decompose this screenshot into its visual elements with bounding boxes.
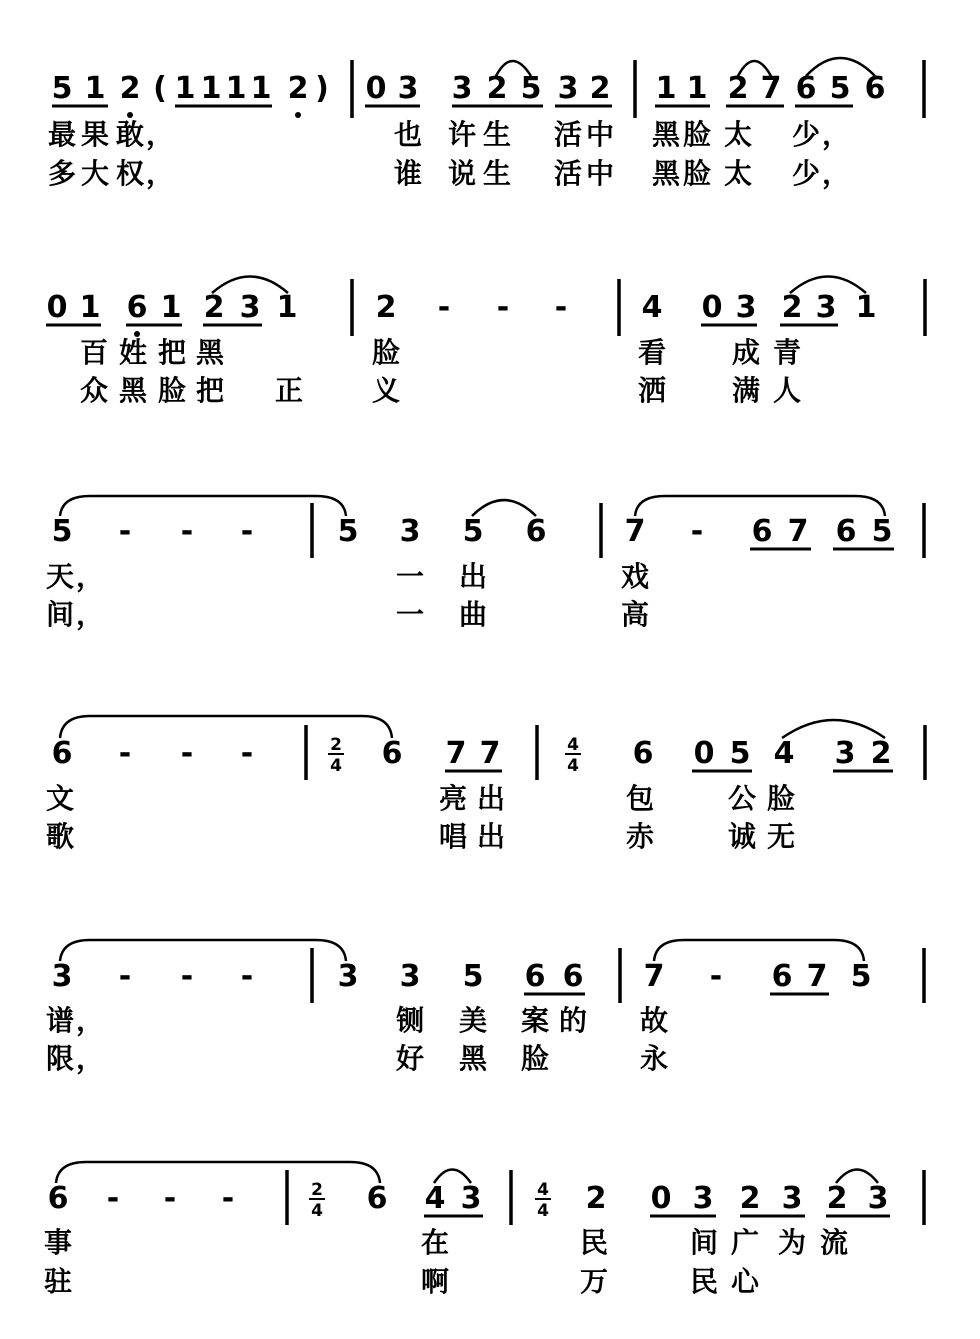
note: 0: [365, 71, 387, 106]
lyric: 限: [45, 1042, 75, 1075]
note: 1: [855, 290, 877, 325]
lyric: 说: [447, 157, 477, 190]
lyric: 百: [79, 336, 109, 369]
note: -: [118, 736, 132, 771]
note: 6: [771, 959, 793, 994]
note: 3: [815, 290, 837, 325]
lyric: 文: [45, 782, 75, 815]
lyric: 民: [579, 1226, 609, 1259]
note: 2: [826, 1181, 848, 1216]
svg-text:4: 4: [537, 1201, 549, 1221]
note: 6: [835, 514, 857, 549]
lyric: 脸: [371, 336, 401, 369]
line-4-notes: [52, 736, 892, 771]
note: 1: [84, 71, 106, 106]
note: 5: [829, 71, 851, 106]
note: 7: [624, 514, 646, 549]
svg-text:4: 4: [567, 735, 579, 755]
note: 2: [727, 71, 749, 106]
line-5-lyrics-verse-1: [46, 1004, 668, 1037]
lyric: 多: [47, 157, 77, 190]
note: 0: [46, 290, 68, 325]
note: 2: [781, 290, 803, 325]
lyric: 谱: [45, 1004, 75, 1037]
svg-text:4: 4: [330, 756, 342, 776]
note: 2: [585, 1181, 607, 1216]
lyric: 曲: [458, 598, 488, 631]
lyric: 流: [819, 1226, 849, 1259]
note: 6: [524, 959, 546, 994]
lyric: 铡: [395, 1004, 425, 1037]
lyric: 间: [689, 1226, 719, 1259]
line-4-lyrics-verse-2: [46, 820, 795, 853]
note: 6: [381, 736, 403, 771]
note: 4: [773, 736, 795, 771]
note: -: [240, 514, 254, 549]
note: 1: [686, 71, 708, 106]
note: 3: [337, 959, 359, 994]
lyric: 少: [791, 118, 821, 151]
note: 7: [479, 736, 501, 771]
line-2-lyrics-verse-2: [80, 374, 801, 407]
lyric: ，: [75, 1042, 105, 1075]
line-2: [46, 277, 925, 408]
time-signature-2-4: [309, 1180, 325, 1221]
note: 3: [399, 959, 421, 994]
lyric: 美: [458, 1004, 488, 1037]
note: 5: [51, 71, 73, 106]
note: -: [437, 290, 451, 325]
note: 6: [795, 71, 817, 106]
lyric: 好: [395, 1042, 425, 1075]
note: 0: [650, 1181, 672, 1216]
line-4-lyrics-verse-1: [46, 782, 795, 815]
line-2-slurs: [212, 277, 866, 294]
line-2-lyrics-verse-1: [80, 336, 801, 369]
note: -: [163, 1181, 177, 1216]
lyric: 大: [80, 157, 110, 190]
note: -: [554, 290, 568, 325]
note: 1: [225, 71, 247, 106]
lyric: 也: [393, 118, 423, 151]
note: -: [180, 514, 194, 549]
note: 3: [239, 290, 261, 325]
lyric: 一: [395, 598, 425, 631]
note: 6: [632, 736, 654, 771]
note: 6: [562, 959, 584, 994]
note: 6: [525, 514, 547, 549]
note: 6: [47, 1181, 69, 1216]
lyric: 谁: [393, 157, 423, 190]
lyric: 把: [195, 374, 225, 407]
note: 3: [399, 514, 421, 549]
note: 3: [557, 71, 579, 106]
note: 2: [203, 290, 225, 325]
note: 2: [589, 71, 611, 106]
note: 5: [871, 514, 893, 549]
note: 5: [462, 514, 484, 549]
line-3-lyrics-verse-1: [46, 560, 649, 593]
lyric: 洒: [637, 374, 667, 407]
note: 6: [126, 290, 148, 325]
time-signature-4-4: [535, 1180, 551, 1221]
note: 6: [751, 514, 773, 549]
line-4-slurs: [60, 716, 885, 738]
svg-text:4: 4: [311, 1201, 323, 1221]
lyric: 脸: [766, 782, 796, 815]
lyric: 生: [482, 157, 512, 190]
lyric: 无: [766, 820, 796, 853]
lyric: 脸: [682, 118, 712, 151]
lyric: 敢: [115, 118, 145, 151]
lyric: 包: [625, 782, 655, 815]
note: -: [118, 514, 132, 549]
lyric: 中: [585, 118, 615, 151]
lyric: 中: [585, 157, 615, 190]
note: 7: [760, 71, 782, 106]
lyric: 亮: [438, 782, 468, 815]
note: 7: [643, 959, 665, 994]
lyric: 成: [731, 336, 761, 369]
note: 3: [867, 1181, 889, 1216]
line-5-slurs: [60, 940, 864, 961]
time-signature-2-4: [328, 735, 344, 776]
line-4: [46, 716, 925, 853]
lyric: 看: [637, 336, 667, 369]
line-5: [46, 940, 924, 1075]
note: 3: [397, 71, 419, 106]
note: 1: [160, 290, 182, 325]
note: -: [690, 514, 704, 549]
line-5-notes: [52, 959, 872, 994]
lyric: 权: [115, 157, 145, 190]
lyric: 正: [274, 374, 304, 407]
lyric: 脸: [157, 374, 187, 407]
line-3-slurs: [60, 496, 885, 516]
lyric: 最: [47, 118, 77, 151]
lyric: 黑: [195, 336, 225, 369]
note: 2: [287, 71, 309, 106]
lyric: 啊: [420, 1265, 450, 1298]
lyric: 诚: [727, 820, 757, 853]
note: 1: [200, 71, 222, 106]
svg-text:2: 2: [330, 735, 342, 755]
line-1-lyrics-verse-1: [48, 118, 850, 151]
lyric: ，: [145, 157, 175, 190]
note: 3: [781, 1181, 803, 1216]
note: -: [180, 736, 194, 771]
line-1-slurs: [496, 58, 875, 76]
note: -: [240, 736, 254, 771]
note: 1: [655, 71, 677, 106]
lyric: 的: [558, 1004, 588, 1037]
note: 5: [520, 71, 542, 106]
line-6-lyrics-verse-1: [44, 1226, 848, 1259]
lyric: 黑: [651, 118, 681, 151]
note: -: [118, 959, 132, 994]
note: 3: [460, 1181, 482, 1216]
lyric: 果: [80, 118, 110, 151]
lyric: 黑: [118, 374, 148, 407]
svg-text:4: 4: [537, 1180, 549, 1200]
lyric: 太: [723, 157, 753, 190]
lyric: 许: [447, 118, 477, 151]
lyric: ，: [821, 118, 851, 151]
note: 3: [51, 959, 73, 994]
note: -: [709, 959, 723, 994]
lyric: 脸: [520, 1042, 550, 1075]
line-3-lyrics-verse-2: [46, 598, 649, 631]
lyric: 出: [476, 782, 506, 815]
lyric: 歌: [45, 820, 75, 853]
lyric: 姓: [118, 336, 148, 369]
note: 6: [51, 736, 73, 771]
note: 2: [739, 1181, 761, 1216]
lyric: 脸: [682, 157, 712, 190]
note: 1: [174, 71, 196, 106]
note: -: [496, 290, 510, 325]
lyric: 少: [791, 157, 821, 190]
lyric: 故: [639, 1004, 669, 1037]
paren-open: (: [153, 71, 167, 106]
line-3: [46, 496, 924, 631]
lyric: 活: [553, 157, 583, 190]
note: 2: [486, 71, 508, 106]
line-1-lyrics-verse-2: [48, 157, 850, 190]
time-signature-4-4: [565, 735, 581, 776]
note: 5: [462, 959, 484, 994]
note: 1: [79, 290, 101, 325]
lyric: 在: [420, 1226, 450, 1259]
lyric: 赤: [625, 820, 655, 853]
line-6-notes: [48, 1181, 889, 1216]
lyric: 青: [772, 336, 802, 369]
note: 5: [51, 514, 73, 549]
note: -: [180, 959, 194, 994]
note: 6: [864, 71, 886, 106]
lyric: 广: [730, 1226, 760, 1259]
note: 3: [692, 1181, 714, 1216]
note: 3: [451, 71, 473, 106]
lyric: 天: [45, 560, 75, 593]
note: 3: [834, 736, 856, 771]
lyric: 出: [476, 820, 506, 853]
note: 5: [337, 514, 359, 549]
note: 1: [250, 71, 272, 106]
note: 2: [119, 71, 141, 106]
lyric: 出: [458, 560, 488, 593]
lyric: ，: [145, 118, 175, 151]
lyric: 心: [730, 1265, 760, 1298]
note: 4: [641, 290, 663, 325]
lyric: 一: [395, 560, 425, 593]
note: 0: [693, 736, 715, 771]
line-2-notes: [47, 290, 877, 325]
lyric: 公: [727, 782, 757, 815]
note: -: [221, 1181, 235, 1216]
note: 7: [806, 959, 828, 994]
note: -: [240, 959, 254, 994]
lyric: ，: [75, 560, 105, 593]
lyric: 人: [772, 374, 802, 407]
note: 0: [701, 290, 723, 325]
lyric: 为: [777, 1226, 807, 1259]
lyric: ，: [75, 1004, 105, 1037]
line-6-lyrics-verse-2: [44, 1265, 760, 1298]
line-1: [48, 58, 924, 190]
paren-close: ): [315, 71, 329, 106]
note: 7: [445, 736, 467, 771]
note: 4: [424, 1181, 446, 1216]
note: 1: [276, 290, 298, 325]
lyric: 众: [79, 374, 109, 407]
lyric: 事: [43, 1226, 73, 1259]
lyric: 黑: [651, 157, 681, 190]
note: 2: [375, 290, 397, 325]
lyric: 唱: [438, 820, 468, 853]
lyric: 永: [639, 1042, 669, 1075]
note: 3: [735, 290, 757, 325]
note: 7: [787, 514, 809, 549]
line-3-notes: [52, 514, 893, 549]
lyric: 间: [45, 598, 75, 631]
note: 5: [850, 959, 872, 994]
lyric: ，: [75, 598, 105, 631]
lyric: ，: [821, 157, 851, 190]
lyric: 案: [520, 1004, 550, 1037]
lyric: 太: [723, 118, 753, 151]
lyric: 义: [371, 374, 401, 407]
lyric: 民: [689, 1265, 719, 1298]
lyric: 活: [553, 118, 583, 151]
note: 2: [870, 736, 892, 771]
lyric: 黑: [458, 1042, 488, 1075]
line-6-slurs: [56, 1162, 878, 1183]
lyric: 万: [579, 1265, 609, 1298]
lyric: 高: [620, 598, 650, 631]
line-5-lyrics-verse-2: [46, 1042, 668, 1075]
line-6: [44, 1162, 924, 1298]
note: 6: [366, 1181, 388, 1216]
lyric: 驻: [43, 1265, 73, 1298]
svg-text:2: 2: [311, 1180, 323, 1200]
lyric: 生: [482, 118, 512, 151]
note: 5: [729, 736, 751, 771]
lyric: 满: [731, 374, 761, 407]
lyric: 戏: [620, 560, 650, 593]
lyric: 把: [157, 336, 187, 369]
note: -: [106, 1181, 120, 1216]
line-1-notes: [52, 71, 886, 106]
svg-text:4: 4: [567, 756, 579, 776]
